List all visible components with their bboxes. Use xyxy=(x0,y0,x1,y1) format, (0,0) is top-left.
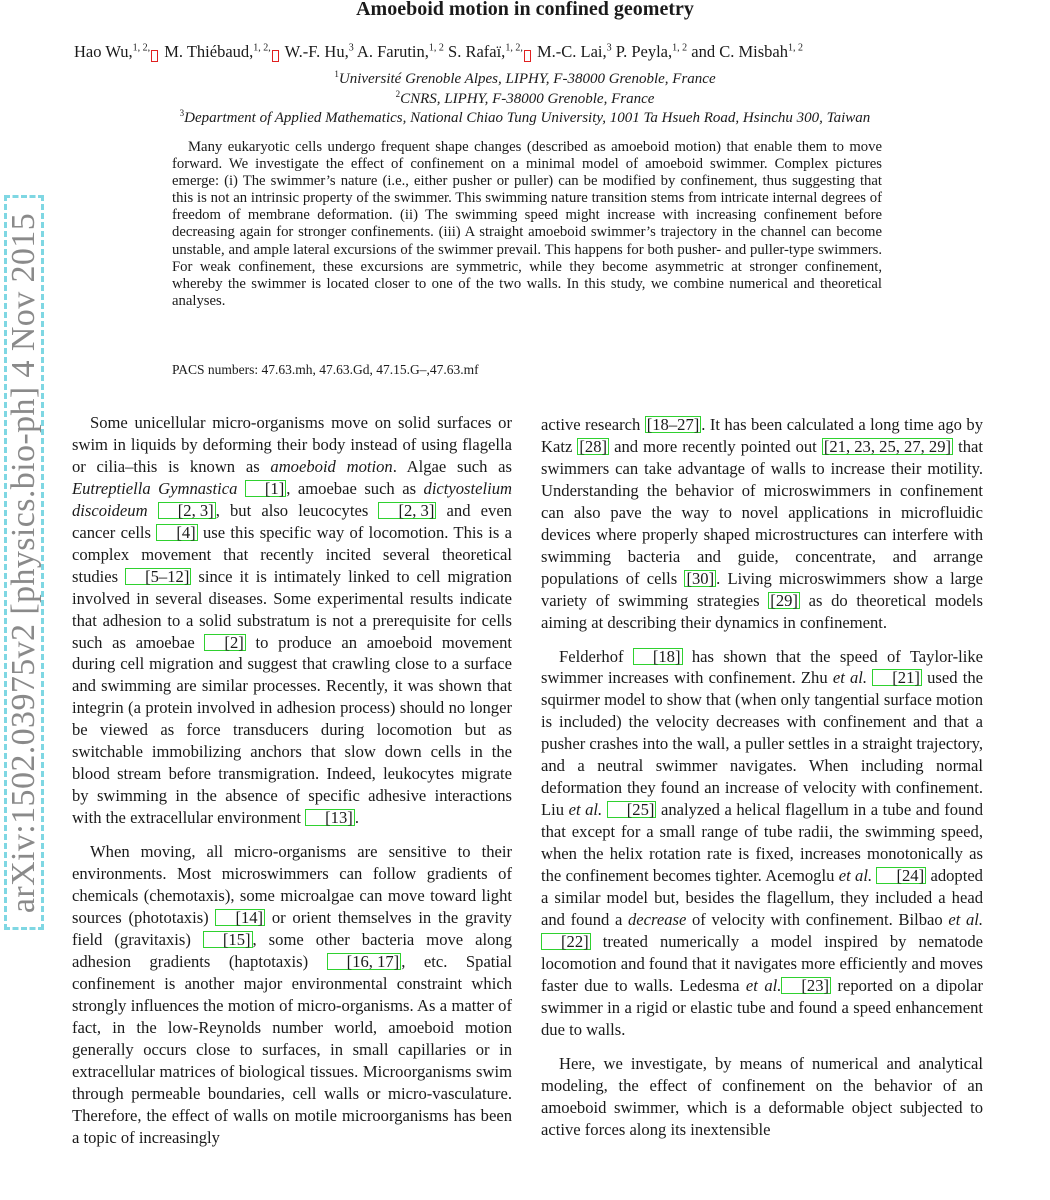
italic-text: et al. xyxy=(568,800,603,820)
affiliation-2: $^2$CNRS, LIPHY, F-38000 Grenoble, France xyxy=(395,89,655,107)
footnote-link[interactable] xyxy=(272,50,279,62)
author: W.-F. Hu,$^3$ xyxy=(284,42,354,61)
text-run: . Algae such as xyxy=(392,456,512,476)
citation-link[interactable]: [2, 3] xyxy=(158,502,216,519)
italic-text: Eutreptiella Gymnastica xyxy=(72,478,238,498)
citation-link[interactable]: [29] xyxy=(770,590,798,610)
italic-text: et al. xyxy=(832,668,868,688)
citation-link[interactable]: [2] xyxy=(204,634,245,651)
citation-link[interactable]: [22] xyxy=(541,933,591,950)
citation-link[interactable]: [18] xyxy=(633,648,683,665)
affiliation-3: $^3$Department of Applied Mathematics, National Chiao Tung University, 1001 Ta Hsueh Road, Hsinchu 300, Taiwan xyxy=(179,108,871,126)
text-run: has shown that the speed of Taylor-like swimmer increases with confinement. Zhu xyxy=(541,646,983,688)
citation-link[interactable]: [28] xyxy=(579,436,608,456)
citation-link[interactable]: [1] xyxy=(245,480,286,497)
author: and C. Misbah$^{1, 2}$ xyxy=(691,42,803,61)
author: A. Farutin,$^{1, 2}$ xyxy=(356,42,444,61)
text-run: used the squirmer model to show that (when only tangential surface motion is included) the velocity decreases with confinement and that a pusher crashes into the wall, a puller settles in a straight trajectory, and a neutral swimmer navigates. When including normal deformation they found an increase of velocity with confinement. Liu xyxy=(541,668,984,820)
author: M.-C. Lai,$^3$ xyxy=(536,42,612,61)
author: S. Rafaï,$^{1, 2,}$ xyxy=(448,42,533,61)
citation-link[interactable]: [21, 23, 25, 27, 29] xyxy=(823,436,952,456)
text-run: analyzed a helical flagellum in a tube and found that except for a small range of tube radii, the swimming speed, when the helix rotation rate is fixed, increases monotonically as the confinement becomes tighter. Acemoglu xyxy=(541,800,983,886)
text-run: , amoebae such as xyxy=(286,478,424,498)
text-run: Some unicellular micro-organisms move on solid surfaces or swim in liquids by deforming their body instead of using flagella or cilia–this is known as xyxy=(72,413,512,476)
italic-text: et al. xyxy=(948,909,984,929)
text-run: reported on a dipolar swimmer in a rigid or elastic tube and found a speed enhancement due to walls. xyxy=(541,975,983,1039)
citation-link[interactable]: [16, 17] xyxy=(327,953,402,970)
footnote-link[interactable] xyxy=(151,50,158,62)
text-run: as do theoretical models aiming at describing their dynamics in confinement. xyxy=(541,590,983,632)
text-run: . xyxy=(354,808,359,828)
text-run: . It has been calculated a long time ago by Katz xyxy=(541,415,983,456)
text-run: use this specific way of locomotion. This is a complex movement that recently incited several theoretical studies xyxy=(72,522,512,586)
paragraph xyxy=(541,1053,983,1141)
text-run: Felderhof xyxy=(559,646,633,666)
left-column xyxy=(72,412,512,1148)
citation-link[interactable]: [14] xyxy=(215,909,265,926)
abstract: Many eukaryotic cells undergo frequent shape changes (described as amoeboid motion) that enable them to move forward. We investigate the effect of confinement on a minimal model of amoeboid swimmer. Complex pictures emerge: (i) The swimmer’s nature (i.e., either pusher or puller) can be modified by confinement, thus suggesting that this is not an intrinsic property of the swimmer. This swimming nature transition stems from intricate internal degrees of freedom of membrane deformation. (ii) The swimming speed might increase with increasing confinement before decreasing again for stronger confinements. (iii) A straight amoeboid swimmer’s trajectory in the channel can become unstable, and ample lateral excursions of the swimmer prevail. This happens for both pusher- and puller-type swimmers. For weak confinement, these excursions are symmetric, while they become asymmetric at stronger confinement, whereby the swimmer is located closer to one of the two walls. In this study, we combine numerical and theoretical analyses. xyxy=(172,139,882,309)
text-run xyxy=(237,479,244,498)
citation-link[interactable]: [21] xyxy=(872,669,922,686)
pacs-numbers: PACS numbers: 47.63.mh, 47.63.Gd, 47.15.G–,47.63.mf xyxy=(172,362,479,377)
text-run: or orient themselves in the gravity field (gravitaxis) xyxy=(72,907,512,949)
citation-link[interactable]: [25] xyxy=(607,801,657,818)
author: M. Thiébaud,$^{1, 2,}$ xyxy=(164,42,281,61)
citation-link[interactable]: [5–12] xyxy=(125,568,191,585)
italic-text: decrease xyxy=(627,909,687,929)
citation-link[interactable]: [13] xyxy=(305,809,355,826)
author: Hao Wu,$^{1, 2,}$ xyxy=(74,42,160,61)
text-run: Here, we investigate, by means of numerical and analytical modeling, the effect of confinement on the behavior of an amoeboid swimmer, which is a deformable object subjected to active forces along its inextensible xyxy=(541,1053,983,1139)
text-run: active research xyxy=(541,415,645,434)
citation-link[interactable]: [4] xyxy=(156,524,197,541)
paragraph xyxy=(541,646,983,1041)
citation-link[interactable]: [2, 3] xyxy=(378,502,436,519)
text-run: adopted a similar model but, besides the flagellum, they included a head and found a xyxy=(541,866,983,929)
text-run: , some other bacteria move along adhesion gradients (haptotaxis) xyxy=(72,929,513,971)
citation-link[interactable]: [24] xyxy=(876,867,926,884)
right-column xyxy=(541,414,983,1141)
arxiv-id: arXiv:1502.03975v2 [physics.bio-ph] 4 Nov 2015 xyxy=(5,212,43,913)
italic-text: et al. xyxy=(745,975,782,995)
arxiv-stamp xyxy=(4,195,44,930)
italic-text: amoeboid motion xyxy=(270,456,393,476)
citation-link[interactable]: [23] xyxy=(781,977,831,994)
paragraph xyxy=(72,841,512,1148)
paragraph xyxy=(541,414,983,634)
text-run: . Living microswimmers show a large variety of swimming strategies xyxy=(541,568,983,610)
footnote-link[interactable] xyxy=(524,50,531,62)
citation-link[interactable]: [18–27] xyxy=(646,415,700,434)
paragraph xyxy=(72,412,512,829)
author-list xyxy=(74,42,984,62)
text-run: of velocity with confinement. Bilbao xyxy=(686,909,949,929)
text-run: since it is intimately linked to cell migration involved in several diseases. Some experimental results indicate that adhesion to a solid substratum is not a prerequisite for cells such as amoebae xyxy=(72,566,512,652)
author: P. Peyla,$^{1, 2}$ xyxy=(615,42,688,61)
text-run: and even cancer cells xyxy=(72,500,512,542)
text-run: to produce an amoeboid movement during cell migration and suggest that crawling close to a surface and swimming are similar processes. Recently, it was shown that integrin (a protein involved in adhesion process) should no longer be viewed as force transducers during locomotion but as switchable immobilizing anchors that slow down cells in the blood stream before transmigration. Indeed, leukocytes migrate by swimming in the absence of specific adhesive interactions with the extracellular environment xyxy=(72,632,512,828)
text-run: , etc. Spatial confinement is another major environmental constraint which strongly influences the motion of micro-organisms. As a matter of fact, in the low-Reynolds number world, amoeboid motion generally occurs close to surfaces, in small capillaries or in extracellular matrices of biological tissues. Microorganisms swim through permeable boundaries, cell walls or micro-vasculature. Therefore, the effect of walls on motile microorganisms has been a topic of increasingly xyxy=(72,951,513,1147)
text-run: and more recently pointed out xyxy=(609,436,822,456)
paper-title: Amoeboid motion in confined geometry xyxy=(356,0,694,20)
italic-text: dictyostelium discoideum xyxy=(72,478,512,520)
citation-link[interactable]: [30] xyxy=(686,568,715,588)
text-run: When moving, all micro-organisms are sensitive to their environments. Most microswimmers can follow gradients of chemicals (chemotaxis), some microalgae can move toward light sources (phototaxis) xyxy=(72,842,512,927)
text-run: , but also leucocytes xyxy=(215,500,379,520)
affiliation-1: $^1$Université Grenoble Alpes, LIPHY, F-38000 Grenoble, France xyxy=(334,69,716,87)
citation-link[interactable]: [15] xyxy=(203,931,253,948)
italic-text: et al. xyxy=(838,866,873,886)
text-run xyxy=(148,501,158,520)
text-run: that swimmers can take advantage of walls to increase their motility. Understanding the behavior of microswimmers in confinement can also pave the way to novel applications in microfluidic devices where properly shaped microstructures can interfere with swimming bacteria and guide, concentrate, and arrange populations of cells xyxy=(541,436,983,588)
text-run: treated numerically a model inspired by nematode locomotion and found that it navigates more efficiently and moves faster due to walls. Ledesma xyxy=(541,931,983,995)
